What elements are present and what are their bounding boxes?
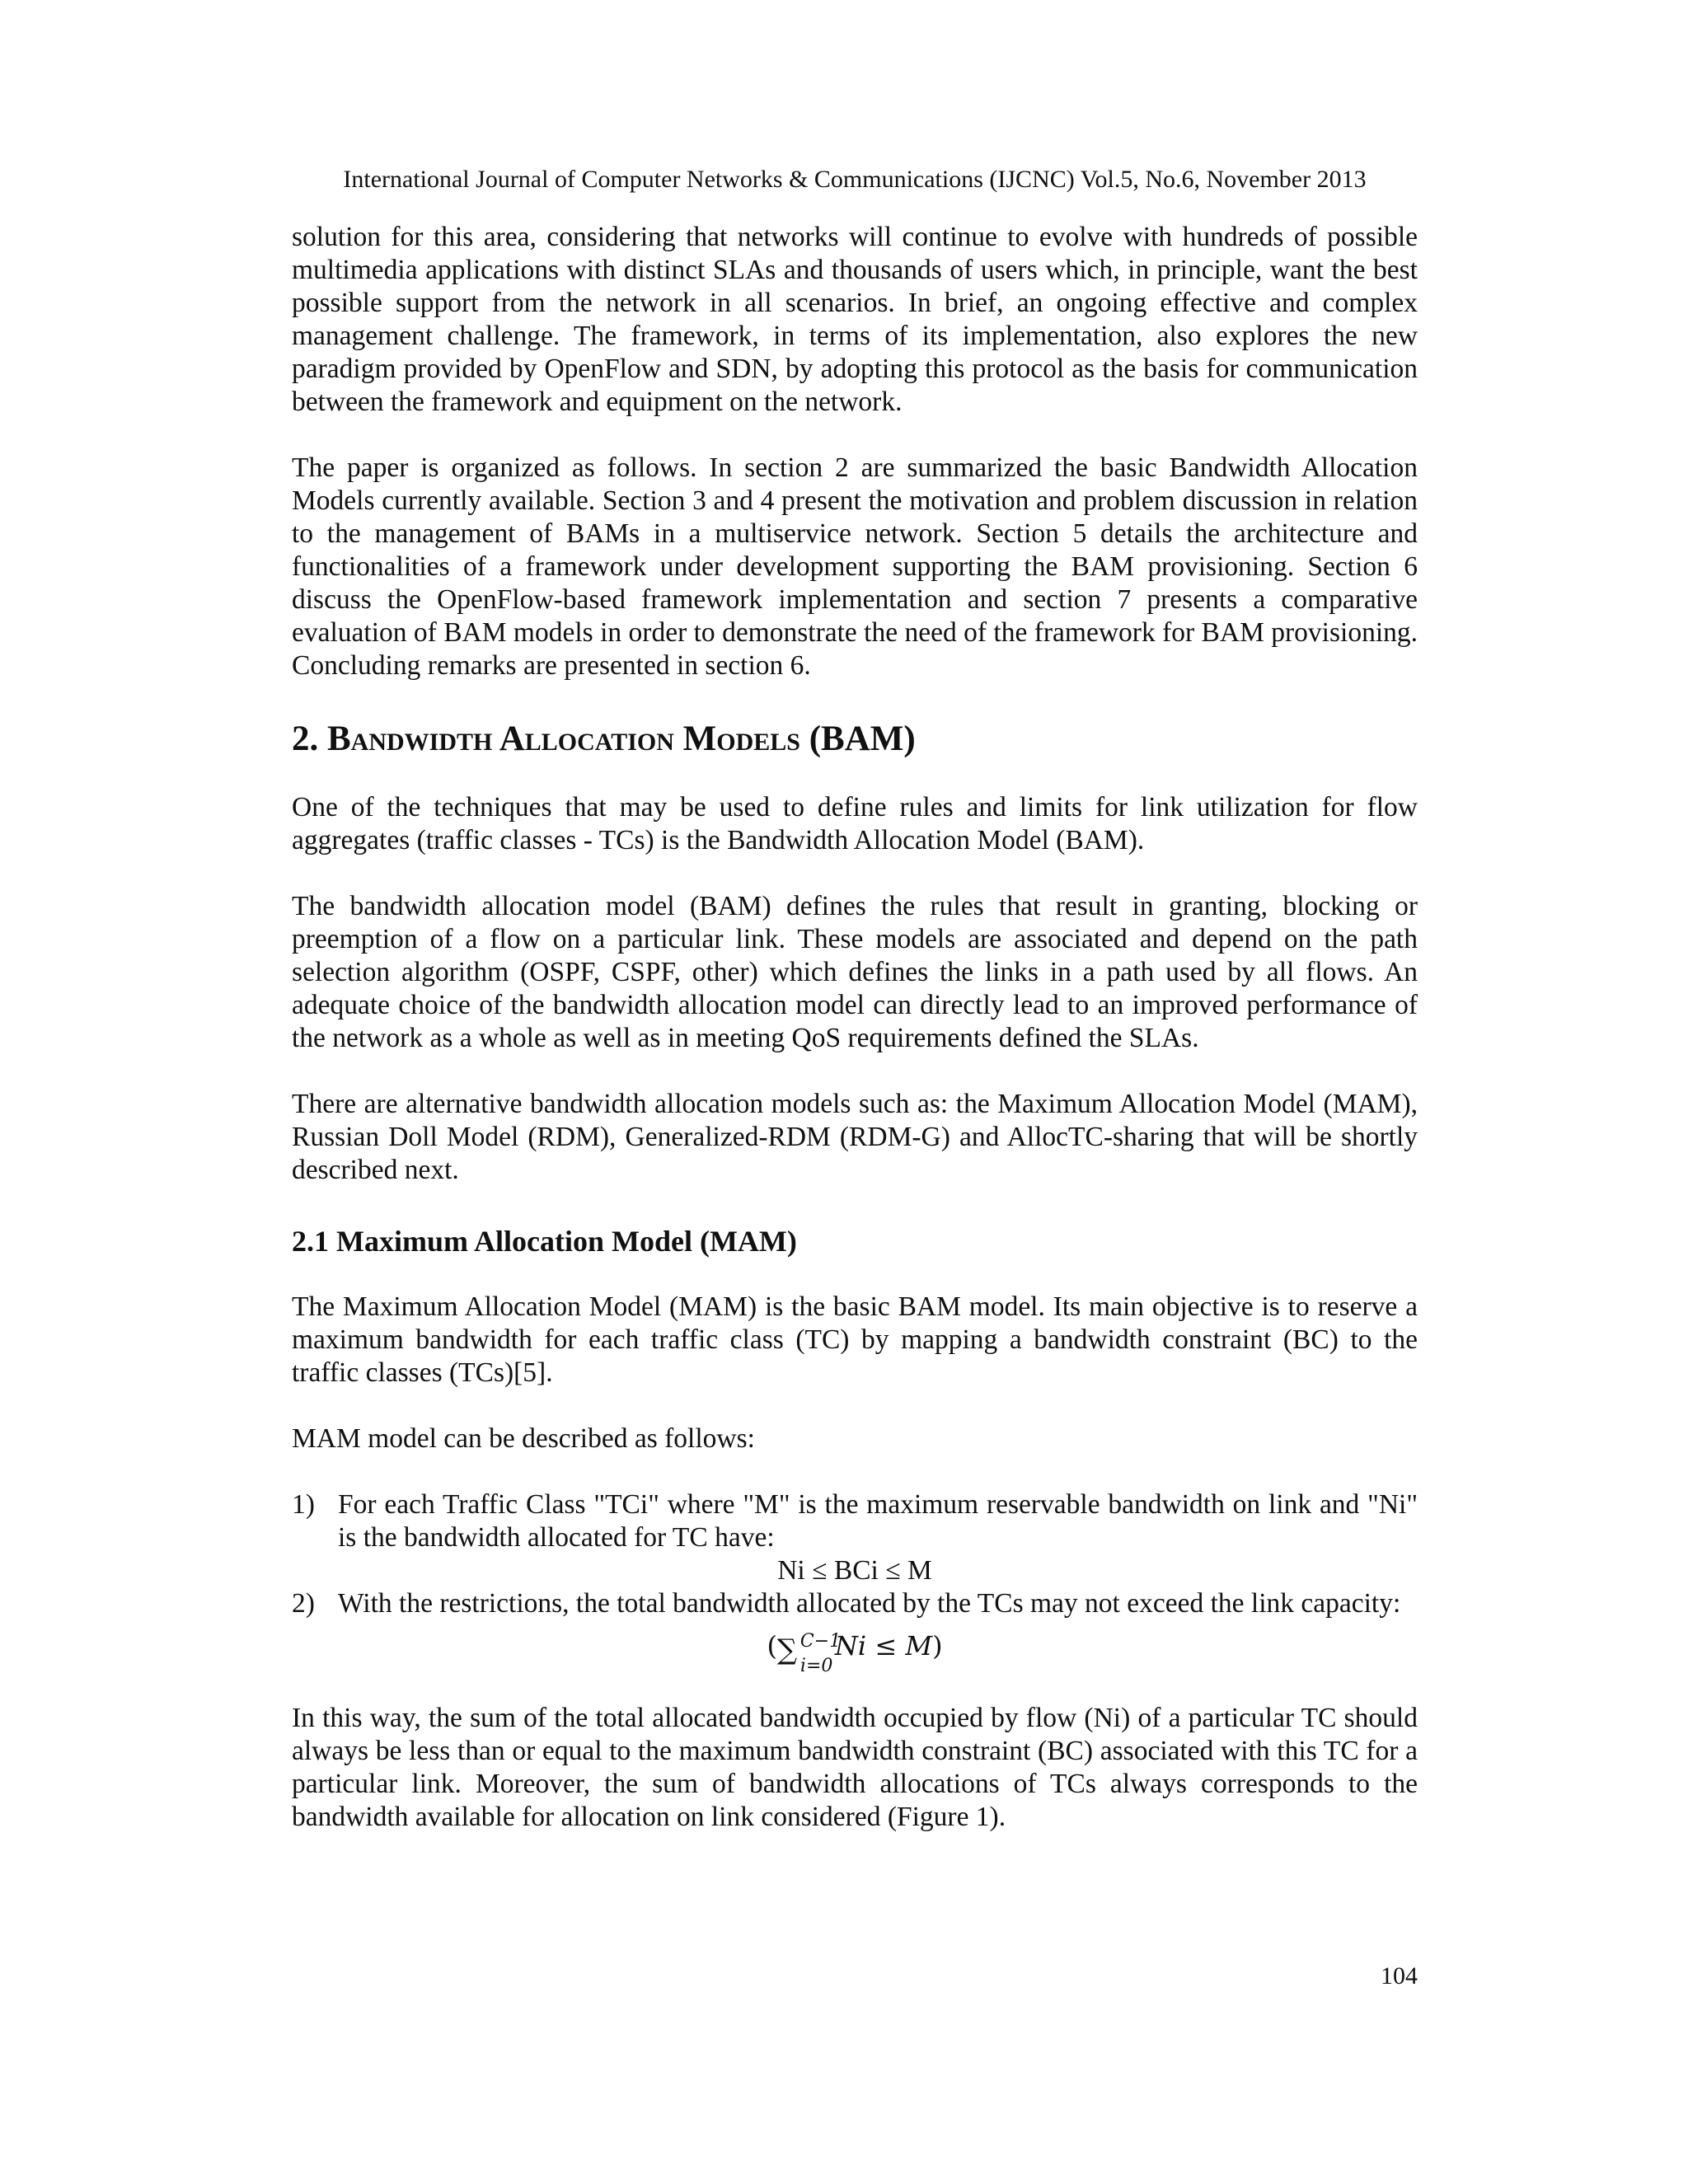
- list-item-text: With the restrictions, the total bandwidth allocated by the TCs may not exceed the link capacity:: [338, 1588, 1401, 1619]
- section-2-paragraph-2: The bandwidth allocation model (BAM) defines the rules that result in granting, blocking or preemption of a flow on a particular link. These models are associated and depend on the path selection algorithm (OSPF, CSPF, other) which defines the links in a path used by all flows. An adequate choice of the bandwidth allocation model can directly lead to an improved performance of the network as a whole as well as in meeting QoS requirements defined the SLAs.: [292, 891, 1418, 1053]
- formula-summation: [292, 1625, 1418, 1676]
- summation-body: Ni ≤ M: [834, 1630, 933, 1661]
- body-text: [292, 221, 1418, 1834]
- formula-inequality: Ni ≤ BCi ≤ M: [777, 1555, 932, 1586]
- section-2-heading: 2. Bandwidth Allocation Models (BAM): [292, 719, 916, 758]
- summation-upper-limit: C−1: [799, 1630, 842, 1652]
- page-number: 104: [1381, 1962, 1418, 1990]
- mam-rules-list: [292, 1488, 1418, 1676]
- section-2-1-paragraph-3: In this way, the sum of the total allocated bandwidth occupied by flow (Ni) of a particular TC should always be less than or equal to the maximum bandwidth constraint (BC) associated with this TC for a particular link. Moreover, the sum of bandwidth allocations of TCs always corresponds to the bandwidth available for allocation on link considered (Figure 1).: [292, 1702, 1418, 1832]
- formula-open-paren: (: [767, 1630, 777, 1661]
- summation-lower-limit: i=0: [799, 1655, 833, 1676]
- formula-close-paren: ): [932, 1630, 943, 1661]
- running-header: International Journal of Computer Networks & Communications (IJCNC) Vol.5, No.6, November 2013: [343, 166, 1367, 193]
- list-item-number: 1): [292, 1489, 315, 1520]
- sigma-glyph: ∑: [776, 1633, 798, 1666]
- intro-paragraph-2: The paper is organized as follows. In section 2 are summarized the basic Bandwidth Allocation Models currently available. Section 3 and 4 present the motivation and problem discussion in relation to the management of BAMs in a multiservice network. Section 5 details the architecture and functionalities of a framework under development supporting the BAM provisioning. Section 6 discuss the OpenFlow-based framework implementation and section 7 presents a comparative evaluation of BAM models in order to demonstrate the need of the framework for BAM provisioning. Concluding remarks are presented in section 6.: [292, 452, 1418, 681]
- list-item: [292, 1587, 1418, 1676]
- section-2-paragraph-1: One of the techniques that may be used to define rules and limits for link utilization for flow aggregates (traffic classes - TCs) is the Bandwidth Allocation Model (BAM).: [292, 792, 1418, 855]
- paper-page: [292, 0, 1418, 2184]
- section-2-1-heading: 2.1 Maximum Allocation Model (MAM): [292, 1225, 797, 1258]
- list-item-number: 2): [292, 1588, 315, 1619]
- section-2-1-paragraph-1: The Maximum Allocation Model (MAM) is the basic BAM model. Its main objective is to reserve a maximum bandwidth for each traffic class (TC) by mapping a bandwidth constraint (BC) to the traffic classes (TCs)[5].: [292, 1291, 1418, 1388]
- list-item-text: For each Traffic Class "TCi" where "M" is the maximum reservable bandwidth on link and "Ni" is the bandwidth allocated for TC have:: [338, 1489, 1418, 1553]
- summation-symbol: [776, 1628, 842, 1676]
- section-2-paragraph-3: There are alternative bandwidth allocation models such as: the Maximum Allocation Model (MAM), Russian Doll Model (RDM), Generalized-RDM (RDM-G) and AllocTC-sharing that will be shortly described next.: [292, 1089, 1418, 1185]
- intro-paragraph-1: solution for this area, considering that networks will continue to evolve with hundreds of possible multimedia applications with distinct SLAs and thousands of users which, in principle, want the best possible support from the network in all scenarios. In brief, an ongoing effective and complex management challenge. The framework, in terms of its implementation, also explores the new paradigm provided by OpenFlow and SDN, by adopting this protocol as the basis for communication between the framework and equipment on the network.: [292, 222, 1418, 417]
- section-2-1-paragraph-2: MAM model can be described as follows:: [292, 1423, 755, 1454]
- list-item: [292, 1488, 1418, 1587]
